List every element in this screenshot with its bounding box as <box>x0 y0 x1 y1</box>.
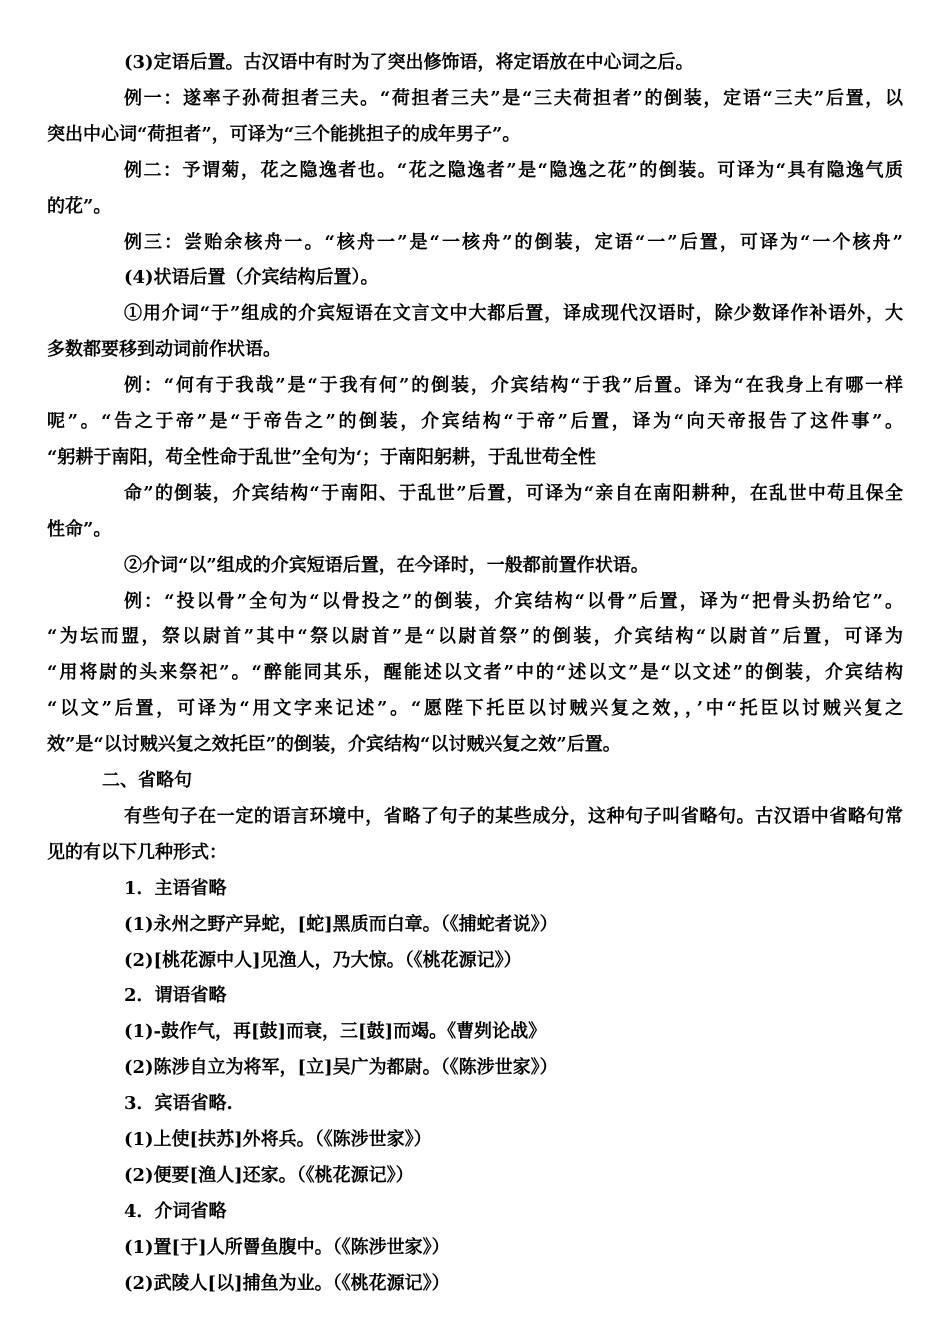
text-line: 见的有以下几种形式： <box>47 841 227 863</box>
text-line: (1)置[于]人所罾鱼腹中。（《陈涉世家》） <box>124 1236 450 1258</box>
text-line: 二、省略句 <box>102 770 192 791</box>
text-line: (2)便要[渔人]还家。（《桃花源记》） <box>124 1164 414 1186</box>
text-line: (2)武陵人[以]捕鱼为业。（《桃花源记》） <box>124 1272 450 1294</box>
text-line: (2)陈涉自立为将军，[立]吴广为都尉。（《陈涉世家》） <box>124 1057 558 1079</box>
text-line: (1)-鼓作气，再[鼓]而衰，三[鼓]而竭。《曹刿论战》 <box>124 1021 547 1043</box>
text-line: “以文”后置，可译为“用文字来记述”。“愿陛下托臣以讨贼兴复之效，，’中“托臣以讨贼兴复之 <box>47 698 903 720</box>
text-line: 效”是“以讨贼兴复之效托臣”的倒装，介宾结构“以讨贼兴复之效”后置。 <box>47 734 621 756</box>
text-line: 例：“投以骨”全句为“以骨投之”的倒装，介宾结构“以骨”后置，译为“把骨头扔给它”。 <box>124 590 903 612</box>
text-line: 命”的倒装，介宾结构“于南阳、于乱世”后置，可译为“亲自在南阳耕种，在乱世中苟且保全 <box>124 482 903 504</box>
text-line: “用将尉的头来祭祀”。“醉能同其乐，醒能述以文者”中的“述以文”是“以文述”的倒装，介宾结构 <box>47 662 903 684</box>
text-line: 的花”。 <box>47 195 112 217</box>
text-line: 1．主语省略 <box>124 877 227 899</box>
text-line: 4．介词省略 <box>124 1200 227 1222</box>
text-line: 2．谓语省略 <box>124 985 227 1007</box>
text-line: 突出中心词“荷担者”，可译为“三个能挑担子的成年男子”。 <box>47 123 521 145</box>
text-line: 例二：予谓菊，花之隐逸者也。“花之隐逸者”是“隐逸之花”的倒装。可译为“具有隐逸气质 <box>124 159 903 181</box>
text-line: 性命”。 <box>47 518 112 540</box>
text-line: 有些句子在一定的语言环境中，省略了句子的某些成分，这种句子叫省略句。古汉语中省略句常 <box>124 805 903 827</box>
text-line: “躬耕于南阳，苟全性命于乱世”全句为‘；于南阳躬耕，于乱世苟全性 <box>47 446 596 468</box>
text-line: (4)状语后置（介宾结构后置）。 <box>124 267 379 289</box>
text-line: 例三：尝贻余核舟一。“核舟一”是“一核舟”的倒装，定语“一”后置，可译为“一个核舟” <box>124 231 903 253</box>
text-line: (1)上使[扶苏]外将兵。（《陈涉世家》） <box>124 1129 432 1150</box>
text-line: ②介词“以”组成的介宾短语后置，在今译时，一般都前置作状语。 <box>124 554 649 576</box>
text-line: “为坛而盟，祭以尉首”其中“祭以尉首”是“以尉首祭”的倒装，介宾结构“以尉首”后置，可译为 <box>47 626 903 648</box>
text-line: 例：“何有于我哉”是“于我有何”的倒装，介宾结构“于我”后置。译为“在我身上有哪一样 <box>124 375 903 397</box>
text-line: 呢”。“告之于帝”是“于帝告之”的倒装，介宾结构“于帝”后置，译为“向天帝报告了这件事”。 <box>47 411 903 432</box>
text-line: 例一：遂率子孙荷担者三夫。“荷担者三夫”是“三夫荷担者”的倒装，定语“三夫”后置，以 <box>124 87 903 109</box>
text-line: 多数都要移到动词前作状语。 <box>47 339 281 361</box>
text-line: 3．宾语省略. <box>124 1093 233 1115</box>
text-line: (1)永州之野产异蛇，[蛇]黑质而白章。（《捕蛇者说》） <box>124 913 558 935</box>
text-line: ①用介词“于”组成的介宾短语在文言文中大都后置，译成现代汉语时，除少数译作补语外，大 <box>124 303 903 325</box>
text-line: (3)定语后置。古汉语中有时为了突出修饰语，将定语放在中心词之后。 <box>124 52 694 73</box>
text-line: (2)[桃花源中人]见渔人，乃大惊。（《桃花源记》） <box>124 949 522 971</box>
